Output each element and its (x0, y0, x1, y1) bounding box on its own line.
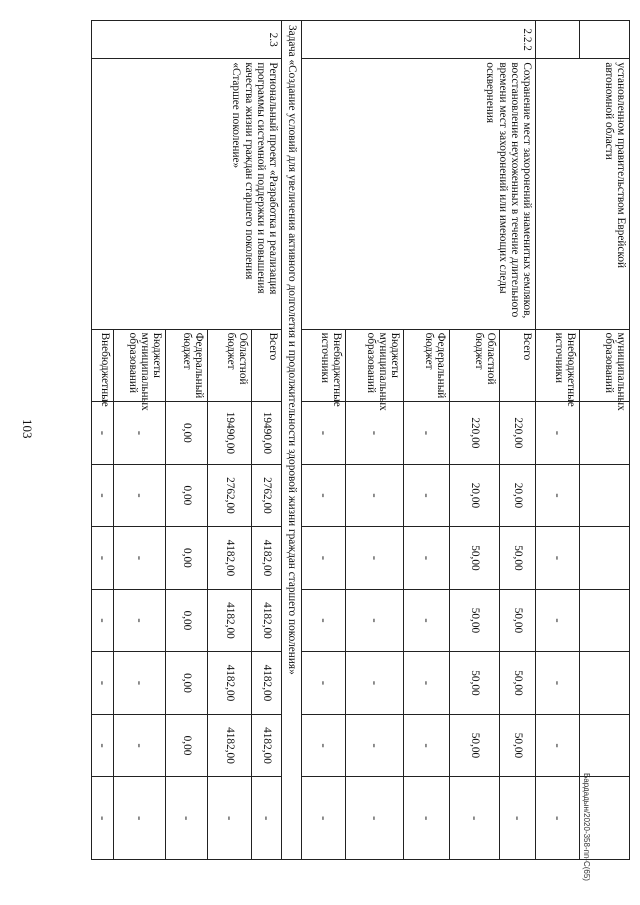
value-cell: - (302, 402, 346, 465)
value-cell: 2762,00 (208, 464, 252, 527)
value-cell: 4182,00 (208, 652, 252, 715)
value-cell: 4182,00 (208, 714, 252, 777)
value-cell: - (114, 402, 166, 465)
table-row (580, 21, 630, 860)
value-cell: - (114, 527, 166, 590)
funding-source: Внебюджетные (92, 329, 114, 402)
page-number: 103 (20, 419, 35, 439)
value-cell: - (404, 777, 450, 860)
funding-source: Областной бюджет (208, 329, 252, 402)
document-code: Бардадын/2020-358-пп-С(65) (582, 773, 591, 881)
value-cell: - (92, 777, 114, 860)
value-cell: 50,00 (500, 714, 536, 777)
value-cell: - (302, 589, 346, 652)
value-cell: 4182,00 (208, 589, 252, 652)
value-cell: - (114, 777, 166, 860)
item-number (536, 21, 580, 59)
value-cell: 4182,00 (252, 527, 282, 590)
value-cell: 50,00 (450, 589, 500, 652)
item-description: Региональный проект «Разработка и реализация программы системной поддержки и повышения качества жизни граждан старшего поколения «Старшее поколение» (92, 59, 282, 329)
value-cell: - (346, 652, 404, 715)
value-cell: - (346, 589, 404, 652)
value-cell: - (404, 714, 450, 777)
value-cell: - (92, 589, 114, 652)
value-cell: - (92, 714, 114, 777)
value-cell: - (404, 402, 450, 465)
value-cell: - (536, 402, 580, 465)
funding-source: Всего (252, 329, 282, 402)
item-number: 2.2.2 (302, 21, 536, 59)
funding-source: муниципальных образований (580, 329, 630, 402)
value-cell (580, 589, 630, 652)
value-cell: - (114, 589, 166, 652)
task-heading: Задача «Создание условий для увеличения активного долголетия и продолжительности здоровой жизни граждан старшего поколения» (282, 21, 302, 860)
table-row (252, 21, 282, 860)
value-cell: - (302, 527, 346, 590)
value-cell: - (404, 589, 450, 652)
value-cell: 50,00 (500, 589, 536, 652)
item-description: установленном правительством Еврейской автономной области (536, 59, 630, 329)
value-cell: - (302, 714, 346, 777)
value-cell (580, 464, 630, 527)
value-cell: 4182,00 (252, 652, 282, 715)
value-cell: - (346, 714, 404, 777)
value-cell: 4182,00 (208, 527, 252, 590)
value-cell: 220,00 (450, 402, 500, 465)
funding-source: Внебюджетные источники (536, 329, 580, 402)
value-cell: - (114, 714, 166, 777)
value-cell: 0,00 (166, 402, 208, 465)
value-cell: - (208, 777, 252, 860)
funding-source: Федеральный бюджет (166, 329, 208, 402)
value-cell: 220,00 (500, 402, 536, 465)
value-cell: - (346, 527, 404, 590)
value-cell (580, 714, 630, 777)
item-description: Сохранение мест захоронений знаменитых земляков, восстановление неухоженных в течение длительного времени мест захоронений или имеющих следы осквернения (302, 59, 536, 329)
value-cell: - (302, 652, 346, 715)
value-cell: - (346, 402, 404, 465)
value-cell: - (404, 652, 450, 715)
value-cell: 0,00 (166, 464, 208, 527)
funding-source: Бюджеты муниципальных образований (114, 329, 166, 402)
funding-source: Всего (500, 329, 536, 402)
value-cell: 19490,00 (252, 402, 282, 465)
value-cell: - (536, 589, 580, 652)
value-cell: 50,00 (450, 527, 500, 590)
value-cell: 4182,00 (252, 714, 282, 777)
value-cell: - (166, 777, 208, 860)
value-cell: - (536, 714, 580, 777)
value-cell: 2762,00 (252, 464, 282, 527)
value-cell: 0,00 (166, 527, 208, 590)
value-cell: - (114, 652, 166, 715)
value-cell: - (302, 777, 346, 860)
value-cell: - (92, 402, 114, 465)
value-cell (580, 777, 630, 860)
value-cell: - (92, 527, 114, 590)
value-cell: 50,00 (500, 652, 536, 715)
table-row (500, 21, 536, 860)
rotated-page (91, 20, 630, 860)
funding-source: Федеральный бюджет (404, 329, 450, 402)
value-cell: 50,00 (450, 652, 500, 715)
funding-source: Внебюджетные источники (302, 329, 346, 402)
value-cell (580, 527, 630, 590)
funding-source: Бюджеты муниципальных образований (346, 329, 404, 402)
value-cell: - (92, 464, 114, 527)
item-number (580, 21, 630, 59)
value-cell: 0,00 (166, 714, 208, 777)
funding-source: Областной бюджет (450, 329, 500, 402)
value-cell: - (536, 527, 580, 590)
value-cell: 20,00 (500, 464, 536, 527)
value-cell: 0,00 (166, 589, 208, 652)
value-cell: - (346, 464, 404, 527)
value-cell: - (302, 464, 346, 527)
value-cell: - (346, 777, 404, 860)
value-cell: 20,00 (450, 464, 500, 527)
value-cell: 50,00 (450, 714, 500, 777)
value-cell: 50,00 (500, 527, 536, 590)
value-cell: - (536, 464, 580, 527)
value-cell: 19490,00 (208, 402, 252, 465)
value-cell: - (536, 777, 580, 860)
item-number: 2.3 (92, 21, 282, 59)
value-cell: - (404, 527, 450, 590)
task-row (282, 21, 302, 860)
value-cell: - (404, 464, 450, 527)
value-cell: - (450, 777, 500, 860)
value-cell: - (500, 777, 536, 860)
value-cell (580, 652, 630, 715)
value-cell: - (536, 652, 580, 715)
value-cell: - (92, 652, 114, 715)
value-cell (580, 402, 630, 465)
budget-table (91, 20, 630, 860)
value-cell: 4182,00 (252, 589, 282, 652)
value-cell: 0,00 (166, 652, 208, 715)
value-cell: - (114, 464, 166, 527)
value-cell: - (252, 777, 282, 860)
